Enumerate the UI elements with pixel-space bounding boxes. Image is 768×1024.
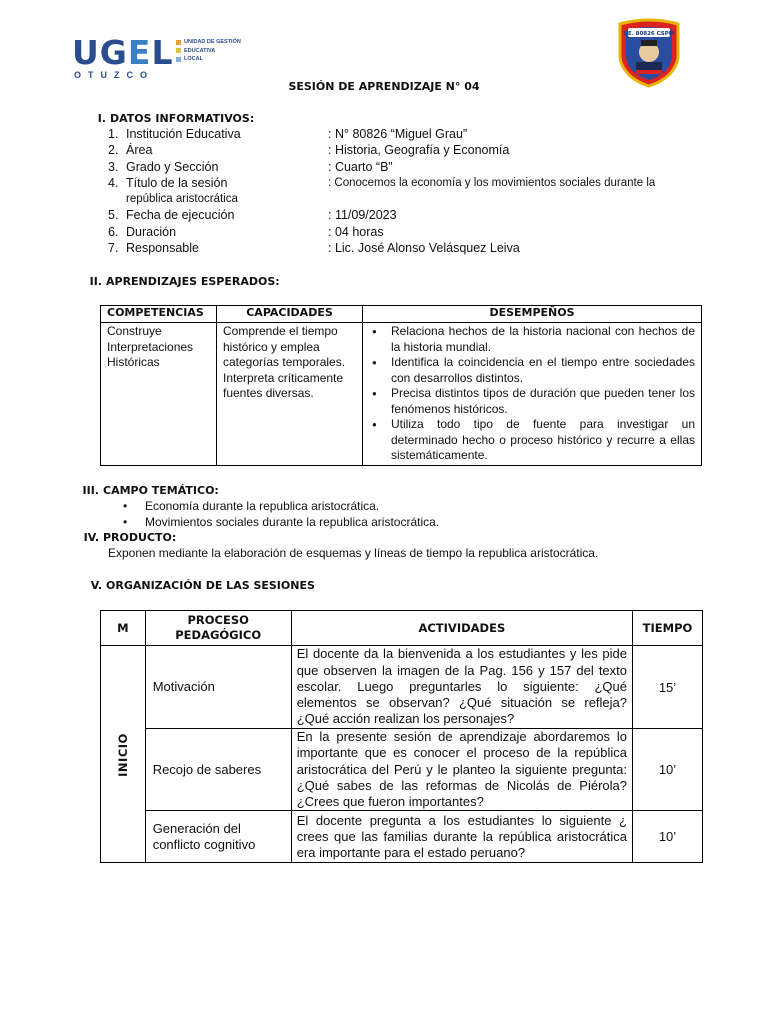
datos-row: 7. Responsable : Lic. José Alonso Velásquez Leiva <box>108 241 520 256</box>
table-header: TIEMPO <box>633 611 703 646</box>
datos-informativos <box>108 126 708 256</box>
section-producto-title: IV. PRODUCTO: <box>83 531 177 544</box>
page-title: SESIÓN DE APRENDIZAJE N° 04 <box>288 80 480 93</box>
list-item: • Movimientos sociales durante la republica aristocrática. <box>145 515 439 531</box>
school-shield-logo <box>614 18 684 88</box>
capacidades-cell: Comprende el tiempo histórico y emplea categorías temporales. Interpreta críticamente fuentes diversas. <box>217 323 363 466</box>
section-campo-title: III. CAMPO TEMÁTICO: <box>82 484 219 497</box>
datos-row: 4. Título de la sesión : Conocemos la economía y los movimientos sociales durante la <box>108 175 656 190</box>
table-header: COMPETENCIAS <box>101 306 217 323</box>
organizacion-table <box>100 610 703 863</box>
ugel-logo-lines: UNIDAD DE GESTIÓN EDUCATIVA LOCAL <box>176 38 256 64</box>
datos-row: 1. Institución Educativa : N° 80826 “Miguel Grau” <box>108 127 468 141</box>
datos-row: 5. Fecha de ejecución : 11/09/2023 <box>108 208 397 223</box>
proceso-cell: Motivación <box>145 646 291 729</box>
list-item: ● Utiliza todo tipo de fuente para investigar un determinado hecho o proceso histórico y recurre a ellas sistemáticamente. <box>369 417 695 464</box>
ugel-logo <box>72 33 252 80</box>
section-datos-title: I. DATOS INFORMATIVOS: <box>97 112 255 125</box>
ugel-logo-sub: OTUZCO <box>74 70 154 80</box>
ugel-logo-word: UGEL <box>72 33 174 72</box>
campo-list <box>145 499 439 530</box>
producto-text: Exponen mediante la elaboración de esquemas y líneas de tiempo la republica aristocrática. <box>108 546 599 560</box>
proceso-cell: Recojo de saberes <box>145 729 291 811</box>
list-item: • Economía durante la republica aristocrática. <box>145 499 439 515</box>
list-item: ● Precisa distintos tipos de duración que pueden tener los fenómenos históricos. <box>369 386 695 417</box>
datos-row: 3. Grado y Sección : Cuarto “B” <box>108 159 393 174</box>
table-row <box>101 811 703 863</box>
tiempo-cell: 10’ <box>633 811 703 863</box>
list-item: ● Relaciona hechos de la historia nacional con hechos de la historia mundial. <box>369 324 695 355</box>
aprendizajes-table <box>100 305 702 466</box>
table-header: CAPACIDADES <box>217 306 363 323</box>
table-header: DESEMPEÑOS <box>363 306 702 323</box>
datos-row: 2. Área : Historia, Geografía y Economía <box>108 143 510 158</box>
stage-label: INICIO <box>115 732 130 777</box>
datos-row: república aristocrática <box>126 193 238 206</box>
desempenos-cell <box>363 323 702 466</box>
actividad-cell: El docente da la bienvenida a los estudiantes y les pide que observen la imagen de la Pag. 156 y 157 del texto escolar. Luego preguntarles lo siguiente: ¿Qué elementos se observan? ¿Qué situación se refleja? ¿Qué acción realizan los personajes? <box>291 646 632 729</box>
tiempo-cell: 15’ <box>633 646 703 729</box>
stage-cell <box>101 646 146 863</box>
datos-row: 6. Duración : 04 horas <box>108 224 384 239</box>
section-aprendizajes-title: II. APRENDIZAJES ESPERADOS: <box>89 275 280 288</box>
table-header: PROCESO PEDAGÓGICO <box>145 611 291 646</box>
table-row <box>101 646 703 729</box>
actividad-cell: El docente pregunta a los estudiantes lo siguiente ¿ crees que las familias durante la república aristocrática era importante para el estado peruano? <box>291 811 632 863</box>
competencia-cell: Construye Interpretaciones Históricas <box>101 323 217 466</box>
proceso-cell: Generación del conflicto cognitivo <box>145 811 291 863</box>
actividad-cell: En la presente sesión de aprendizaje abordaremos lo importante que es conocer el proceso de la república aristocrática del Perú y le planteo la siguiente pregunta: ¿Qué sabes de las reformas de Nicolás de Piérola? ¿Crees que fueron importantes? <box>291 729 632 811</box>
section-organizacion-title: V. ORGANIZACIÓN DE LAS SESIONES <box>90 579 315 592</box>
tiempo-cell: 10’ <box>633 729 703 811</box>
table-header: M <box>101 611 146 646</box>
table-row <box>101 729 703 811</box>
table-header: ACTIVIDADES <box>291 611 632 646</box>
svg-text:I.E. 80826 CSPM: I.E. 80826 CSPM <box>623 31 675 37</box>
list-item: ● Identifica la coincidencia en el tiempo entre sociedades con desarrollos distintos. <box>369 355 695 386</box>
